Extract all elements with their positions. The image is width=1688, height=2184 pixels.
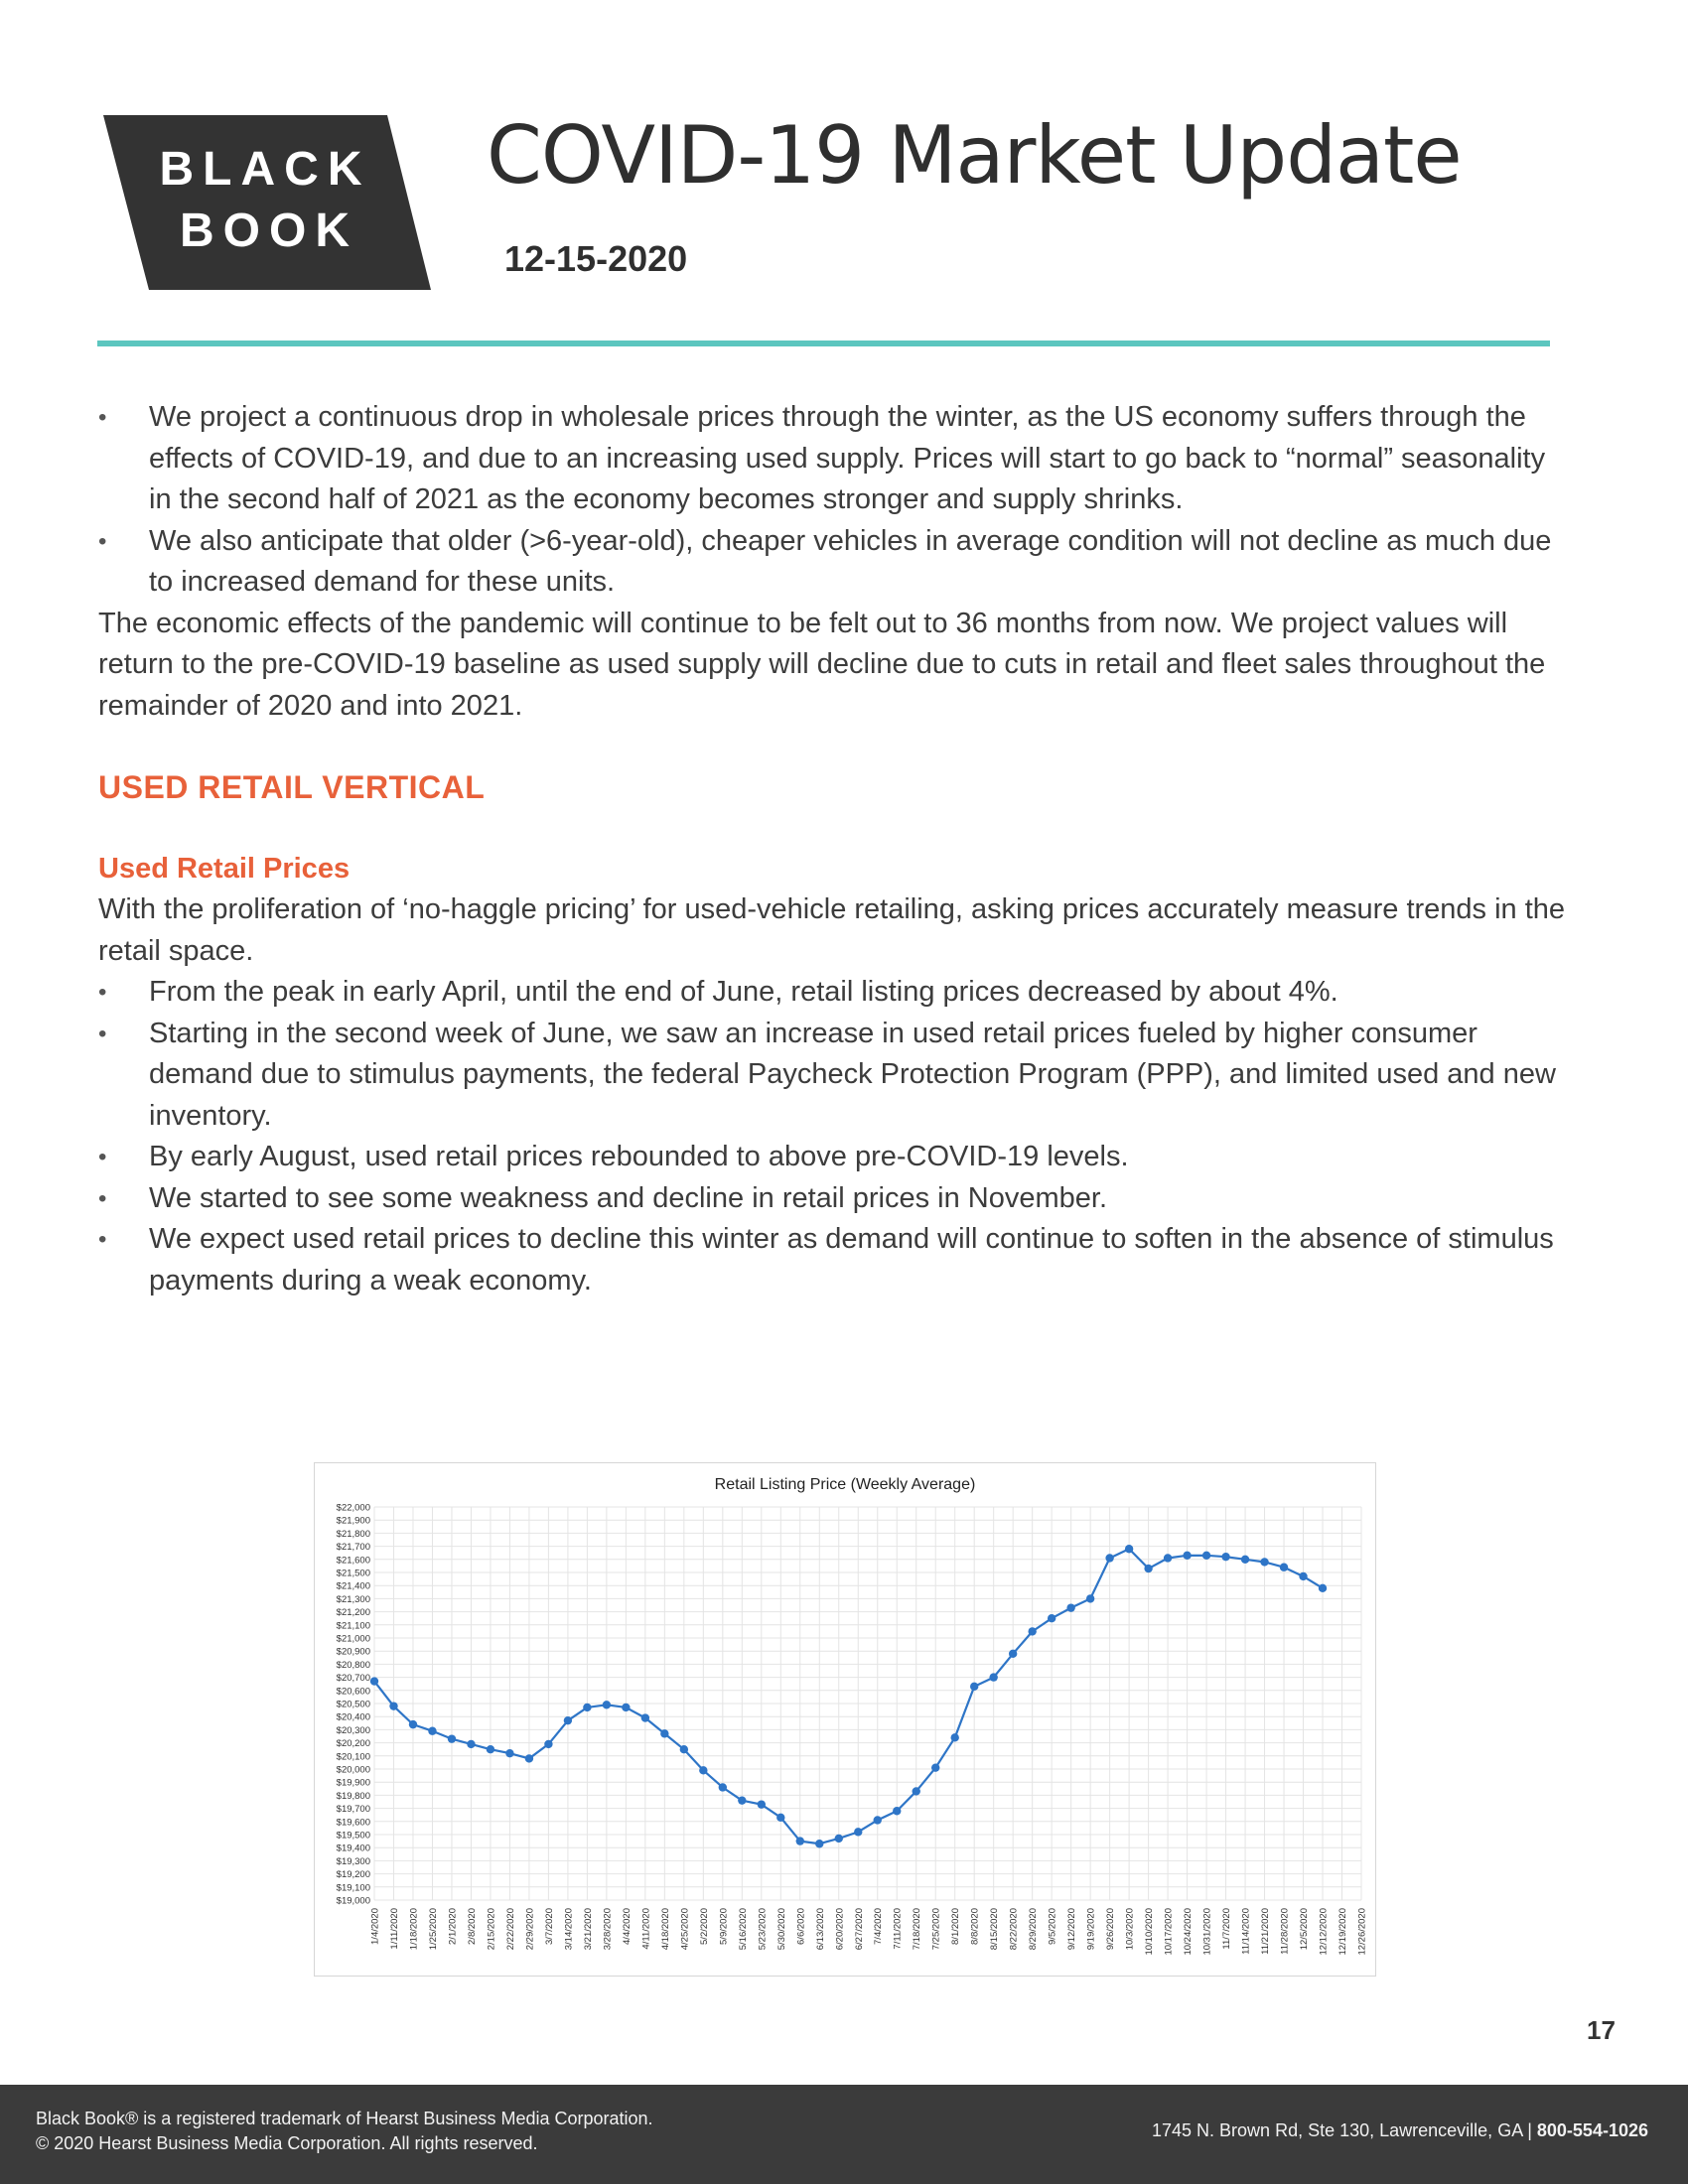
y-tick-label: $21,700 <box>336 1542 370 1554</box>
data-point <box>1260 1558 1268 1566</box>
y-tick-label: $20,700 <box>336 1673 370 1685</box>
list-item: • We expect used retail prices to decline this winter as demand will continue to soften in the absence of stimulus payments during a weak economy. <box>98 1219 1568 1301</box>
pricing-paragraph: With the proliferation of ‘no-haggle pricing’ for used-vehicle retailing, asking prices accurately measure trends in the retail space. <box>98 893 1566 967</box>
y-tick-label: $21,400 <box>336 1580 370 1592</box>
x-tick-label: 10/3/2020 <box>1124 1908 1136 1951</box>
footer-contact <box>1152 2120 1648 2141</box>
chart-canvas <box>315 1463 1375 1976</box>
x-tick-label: 8/29/2020 <box>1028 1908 1040 1951</box>
footer-copyright: © 2020 Hearst Business Media Corporation. All rights reserved. <box>36 2133 538 2153</box>
list-item: • By early August, used retail prices rebounded to above pre-COVID-19 levels. <box>98 1137 1568 1178</box>
data-point <box>1183 1552 1191 1560</box>
y-tick-label: $21,800 <box>336 1528 370 1540</box>
logo-text-line2: BOOK <box>180 205 358 257</box>
data-point <box>641 1713 649 1721</box>
data-point <box>874 1816 882 1824</box>
data-point <box>699 1766 707 1774</box>
data-point <box>1028 1627 1036 1635</box>
y-tick-label: $19,800 <box>336 1790 370 1802</box>
x-tick-label: 10/24/2020 <box>1183 1908 1195 1956</box>
data-point <box>776 1814 784 1822</box>
page-footer <box>0 2085 1688 2184</box>
main-content <box>98 397 1568 1301</box>
x-tick-label: 5/2/2020 <box>698 1908 710 1945</box>
y-tick-label: $21,900 <box>336 1515 370 1527</box>
y-tick-label: $20,500 <box>336 1699 370 1710</box>
x-tick-label: 6/6/2020 <box>795 1908 807 1945</box>
data-point <box>719 1783 727 1791</box>
data-point <box>564 1716 572 1724</box>
x-tick-label: 10/10/2020 <box>1144 1908 1156 1956</box>
y-tick-label: $19,200 <box>336 1869 370 1881</box>
data-point <box>1105 1554 1113 1562</box>
y-tick-label: $19,100 <box>336 1882 370 1894</box>
data-point <box>487 1745 494 1753</box>
data-point <box>913 1787 920 1795</box>
y-tick-label: $21,600 <box>336 1555 370 1567</box>
y-tick-label: $19,900 <box>336 1777 370 1789</box>
data-point <box>931 1763 939 1771</box>
x-tick-label: 7/11/2020 <box>892 1908 904 1950</box>
y-tick-label: $20,300 <box>336 1724 370 1736</box>
x-tick-label: 5/23/2020 <box>757 1908 769 1951</box>
x-tick-label: 12/19/2020 <box>1337 1908 1349 1956</box>
list-item: • We started to see some weakness and decline in retail prices in November. <box>98 1178 1568 1220</box>
data-point <box>951 1733 959 1741</box>
data-point <box>854 1828 862 1836</box>
y-tick-label: $20,000 <box>336 1764 370 1776</box>
x-tick-label: 8/22/2020 <box>1008 1908 1020 1951</box>
black-book-logo <box>103 115 431 290</box>
x-tick-label: 7/25/2020 <box>930 1908 942 1951</box>
data-point <box>835 1835 843 1843</box>
chart-title: Retail Listing Price (Weekly Average) <box>714 1476 976 1493</box>
data-point <box>525 1754 533 1762</box>
data-point <box>1299 1572 1307 1580</box>
data-point <box>1009 1650 1017 1658</box>
y-tick-label: $20,100 <box>336 1751 370 1763</box>
data-point <box>796 1837 804 1844</box>
x-tick-label: 2/22/2020 <box>504 1908 516 1951</box>
x-tick-label: 3/14/2020 <box>563 1908 575 1951</box>
list-item: • We also anticipate that older (>6-year-old), cheaper vehicles in average condition will not decline as much due to increased demand for these units. <box>98 521 1568 604</box>
y-tick-label: $21,000 <box>336 1633 370 1645</box>
y-tick-label: $20,800 <box>336 1659 370 1671</box>
x-tick-label: 5/30/2020 <box>775 1908 787 1951</box>
y-tick-label: $19,500 <box>336 1830 370 1842</box>
footer-phone: 800-554-1026 <box>1536 2120 1648 2140</box>
data-point <box>1280 1564 1288 1571</box>
data-point <box>1164 1554 1172 1562</box>
x-tick-label: 2/1/2020 <box>447 1908 459 1945</box>
data-point <box>1125 1545 1133 1553</box>
page-title: COVID-19 Market Update <box>487 109 1462 202</box>
x-tick-label: 4/4/2020 <box>621 1908 633 1945</box>
data-point <box>544 1740 552 1748</box>
x-tick-label: 12/26/2020 <box>1356 1908 1368 1956</box>
intro-bullet-list <box>98 397 1568 604</box>
x-tick-label: 9/12/2020 <box>1066 1908 1078 1951</box>
data-point <box>603 1701 611 1708</box>
data-point <box>1202 1552 1210 1560</box>
footer-legal <box>36 2107 653 2156</box>
x-tick-label: 11/28/2020 <box>1279 1908 1291 1955</box>
x-tick-label: 3/28/2020 <box>602 1908 614 1951</box>
data-point <box>758 1800 766 1808</box>
x-tick-label: 12/5/2020 <box>1299 1908 1311 1951</box>
data-point <box>1144 1565 1152 1572</box>
y-tick-label: $20,400 <box>336 1711 370 1723</box>
logo-text-line1: BLACK <box>159 143 371 196</box>
page-number: 17 <box>1587 2015 1616 2045</box>
data-point <box>622 1704 630 1711</box>
x-tick-label: 4/25/2020 <box>679 1908 691 1951</box>
x-tick-label: 8/15/2020 <box>989 1908 1001 1951</box>
data-point <box>389 1702 397 1709</box>
x-tick-label: 7/18/2020 <box>912 1908 923 1951</box>
header-divider <box>97 341 1550 346</box>
list-item: • Starting in the second week of June, we saw an increase in used retail prices fueled by higher consumer demand due to stimulus payments, the federal Paycheck Protection Program (PPP), and limited used and new inventory. <box>98 1014 1568 1138</box>
x-tick-label: 5/16/2020 <box>737 1908 749 1951</box>
data-point <box>505 1749 513 1757</box>
data-point <box>1221 1553 1229 1561</box>
x-tick-label: 8/1/2020 <box>950 1908 962 1945</box>
data-point <box>815 1840 823 1847</box>
series-line <box>374 1549 1323 1843</box>
data-point <box>893 1807 901 1815</box>
data-point <box>1319 1584 1327 1592</box>
data-point <box>583 1704 591 1711</box>
report-date: 12-15-2020 <box>504 238 688 279</box>
data-point <box>660 1729 668 1737</box>
x-tick-label: 10/17/2020 <box>1163 1908 1175 1956</box>
x-tick-label: 11/14/2020 <box>1240 1908 1252 1955</box>
x-tick-label: 10/31/2020 <box>1201 1908 1213 1956</box>
sub-heading: Used Retail Prices <box>98 853 351 885</box>
x-tick-label: 11/21/2020 <box>1260 1908 1272 1955</box>
data-point <box>989 1673 997 1681</box>
data-point <box>428 1727 436 1735</box>
x-tick-label: 7/4/2020 <box>873 1908 885 1945</box>
data-point <box>467 1740 475 1748</box>
economic-effects-paragraph: The economic effects of the pandemic will continue to be felt out to 36 months from now. We project values will return to the pre-COVID-19 baseline as used supply will decline due to cuts in retail and fleet sales throughout the remainder of 2020 and into 2021. <box>98 607 1546 722</box>
data-point <box>409 1720 417 1728</box>
x-tick-label: 4/11/2020 <box>640 1908 652 1950</box>
x-tick-label: 1/4/2020 <box>369 1908 381 1945</box>
data-point <box>1048 1614 1055 1622</box>
x-tick-label: 3/21/2020 <box>582 1908 594 1951</box>
x-tick-label: 1/11/2020 <box>388 1908 400 1950</box>
x-tick-label: 6/27/2020 <box>853 1908 865 1951</box>
data-point <box>1241 1556 1249 1564</box>
x-tick-label: 11/7/2020 <box>1221 1908 1233 1950</box>
list-item: • We project a continuous drop in wholesale prices through the winter, as the US economy suffers through the effects of COVID-19, and due to an increasing used supply. Prices will start to go back to “normal” seasonality in the second half of 2021 as the economy becomes stronger and supply shrinks. <box>98 397 1568 521</box>
y-tick-label: $21,500 <box>336 1568 370 1579</box>
retail-price-chart <box>314 1462 1376 1977</box>
y-tick-label: $20,200 <box>336 1738 370 1750</box>
x-tick-label: 2/8/2020 <box>466 1908 478 1945</box>
x-tick-label: 2/29/2020 <box>524 1908 536 1951</box>
y-tick-label: $19,600 <box>336 1817 370 1829</box>
y-tick-label: $20,600 <box>336 1686 370 1698</box>
data-point <box>680 1745 688 1753</box>
data-point <box>448 1734 456 1742</box>
y-tick-label: $19,400 <box>336 1843 370 1854</box>
data-point <box>738 1796 746 1804</box>
x-tick-label: 9/5/2020 <box>1047 1908 1058 1945</box>
data-point <box>370 1677 378 1685</box>
x-tick-label: 4/18/2020 <box>659 1908 671 1951</box>
y-tick-label: $21,200 <box>336 1607 370 1619</box>
x-tick-label: 1/25/2020 <box>427 1908 439 1951</box>
y-tick-label: $21,300 <box>336 1593 370 1605</box>
x-tick-label: 1/18/2020 <box>408 1908 420 1951</box>
data-point <box>1086 1594 1094 1602</box>
y-tick-label: $21,100 <box>336 1620 370 1632</box>
footer-address: 1745 N. Brown Rd, Ste 130, Lawrenceville, GA <box>1152 2120 1523 2140</box>
x-tick-label: 9/26/2020 <box>1105 1908 1117 1951</box>
data-point <box>1066 1603 1074 1611</box>
y-tick-label: $22,000 <box>336 1502 370 1514</box>
x-tick-label: 12/12/2020 <box>1318 1908 1330 1956</box>
section-heading: USED RETAIL VERTICAL <box>98 769 486 805</box>
y-tick-label: $19,000 <box>336 1895 370 1907</box>
footer-trademark: Black Book® is a registered trademark of Hearst Business Media Corporation. <box>36 2109 653 2128</box>
y-tick-label: $19,700 <box>336 1804 370 1816</box>
x-tick-label: 5/9/2020 <box>718 1908 730 1945</box>
data-point <box>970 1683 978 1691</box>
footer-separator: | <box>1522 2120 1537 2140</box>
x-tick-label: 8/8/2020 <box>969 1908 981 1945</box>
x-tick-label: 9/19/2020 <box>1085 1908 1097 1951</box>
x-tick-label: 2/15/2020 <box>486 1908 497 1951</box>
retail-bullet-list <box>98 972 1568 1301</box>
x-tick-label: 3/7/2020 <box>543 1908 555 1945</box>
list-item: • From the peak in early April, until the end of June, retail listing prices decreased by about 4%. <box>98 972 1568 1014</box>
y-tick-label: $19,300 <box>336 1855 370 1867</box>
x-tick-label: 6/13/2020 <box>814 1908 826 1951</box>
x-tick-label: 6/20/2020 <box>834 1908 846 1951</box>
y-tick-label: $20,900 <box>336 1646 370 1658</box>
